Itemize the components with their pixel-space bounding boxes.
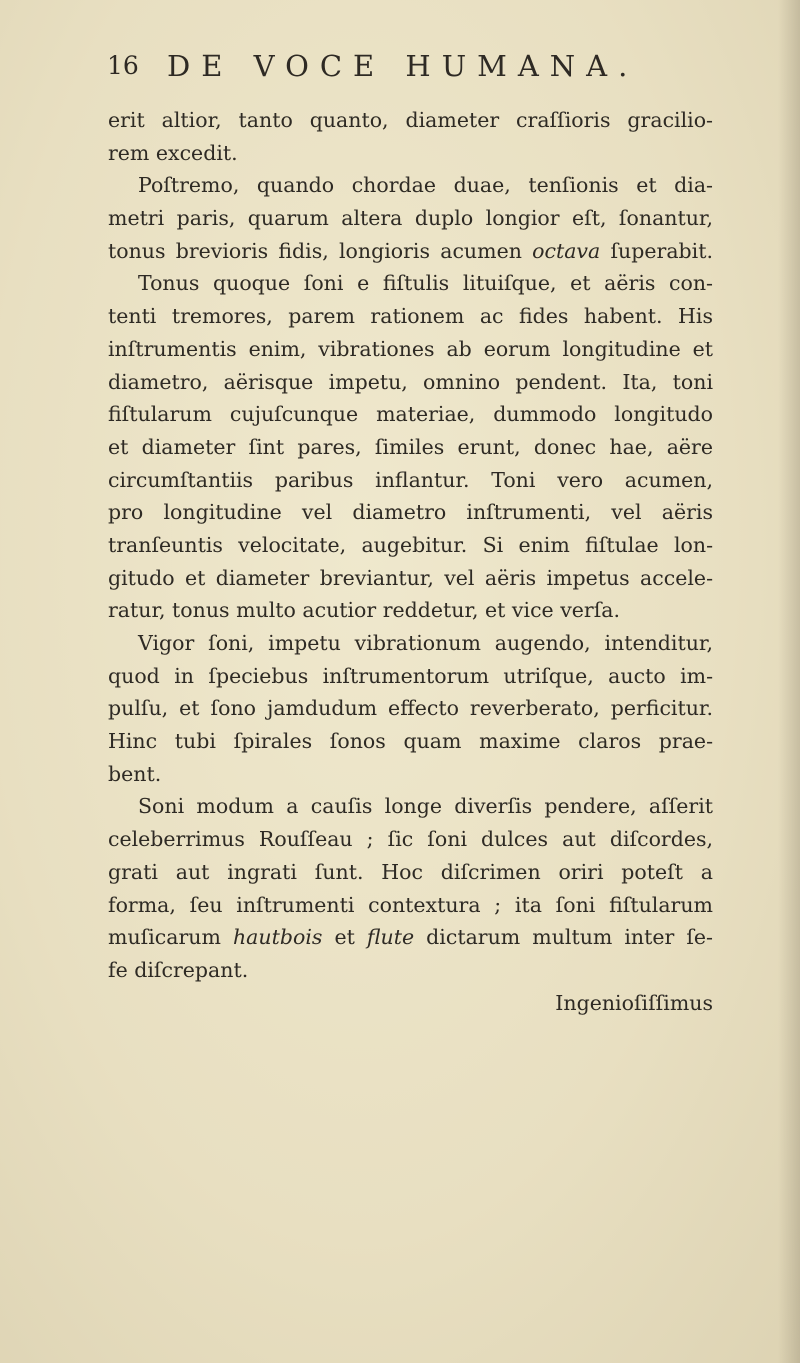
text-line-octava [108, 235, 713, 268]
text-segment: muſicarum [108, 925, 221, 950]
body-text [108, 104, 713, 1019]
text-line: celeberrimus Rouſſeau ; ſic ſoni dulces aut diſcordes, [108, 827, 713, 852]
page-header [107, 46, 717, 86]
text-segment: dictarum multum inter ſe- [426, 925, 713, 950]
text-line: bent. [108, 761, 162, 786]
text-line: erit altior, tanto quanto, diameter craſſioris gracilio- [108, 108, 713, 132]
text-line: grati aut ingrati ſunt. Hoc diſcrimen oriri poteſt a [108, 859, 713, 884]
text-line: inſtrumentis enim, vibrationes ab eorum longitudine et [108, 336, 713, 361]
text-line-instruments [108, 921, 713, 954]
text-line: rem excedit. [108, 140, 238, 165]
italic-term-hautbois: hautbois [232, 925, 323, 950]
page-number: 16 [107, 51, 139, 80]
text-line: metri paris, quarum altera duplo longior eſt, ſonantur, [108, 206, 713, 231]
text-line: pulſu, et ſono jamdudum effecto reverberato, perficitur. [108, 696, 713, 721]
paragraph-start-line: Poſtremo, quando chordae duae, tenſionis et dia- [138, 173, 713, 198]
text-line: fiſtularum cujuſcunque materiae, dummodo longitudo [108, 402, 713, 427]
text-line: pro longitudine vel diametro inſtrumenti, vel aëris [108, 500, 713, 525]
text-line: tranſeuntis velocitate, augebitur. Si enim fiſtulae lon- [108, 532, 713, 557]
catchword: Ingenioſiſſimus [555, 990, 713, 1015]
text-line: quod in ſpeciebus inſtrumentorum utriſque, aucto im- [108, 663, 713, 688]
text-line: circumſtantiis paribus inflantur. Toni vero acumen, [108, 467, 713, 492]
text-line: gitudo et diameter breviantur, vel aëris impetus accele- [108, 565, 713, 590]
running-title: DE VOCE HUMANA. [167, 49, 639, 83]
text-line: fe diſcrepant. [108, 957, 249, 982]
text-line: ratur, tonus multo acutior reddetur, et vice verſa. [108, 598, 621, 623]
paragraph-start-line: Vigor ſoni, impetu vibrationum augendo, intenditur, [138, 631, 713, 655]
text-line: et diameter ſint pares, ſimiles erunt, donec hae, aëre [108, 434, 713, 459]
text-line: forma, ſeu inſtrumenti contextura ; ita ſoni fiſtularum [108, 892, 713, 917]
text-segment: ſuperabit. [610, 238, 713, 263]
text-segment: tonus brevioris fidis, longioris acumen [108, 238, 522, 263]
italic-term-octava: octava [532, 238, 601, 263]
text-line: Hinc tubi ſpirales ſonos quam maxime claros prae- [108, 729, 713, 754]
italic-term-flute: flute [366, 925, 415, 950]
page-edge-shadow [778, 0, 800, 1363]
paragraph-start-line: Soni modum a cauſis longe diverſis pendere, aſſerit [138, 794, 713, 819]
text-line: diametro, aërisque impetu, omnino pendent. Ita, toni [108, 369, 713, 394]
paragraph-start-line: Tonus quoque ſoni e fiſtulis lituiſque, et aëris con- [138, 271, 713, 296]
text-segment: et [334, 925, 355, 950]
text-line: tenti tremores, parem rationem ac fides habent. His [108, 304, 713, 329]
